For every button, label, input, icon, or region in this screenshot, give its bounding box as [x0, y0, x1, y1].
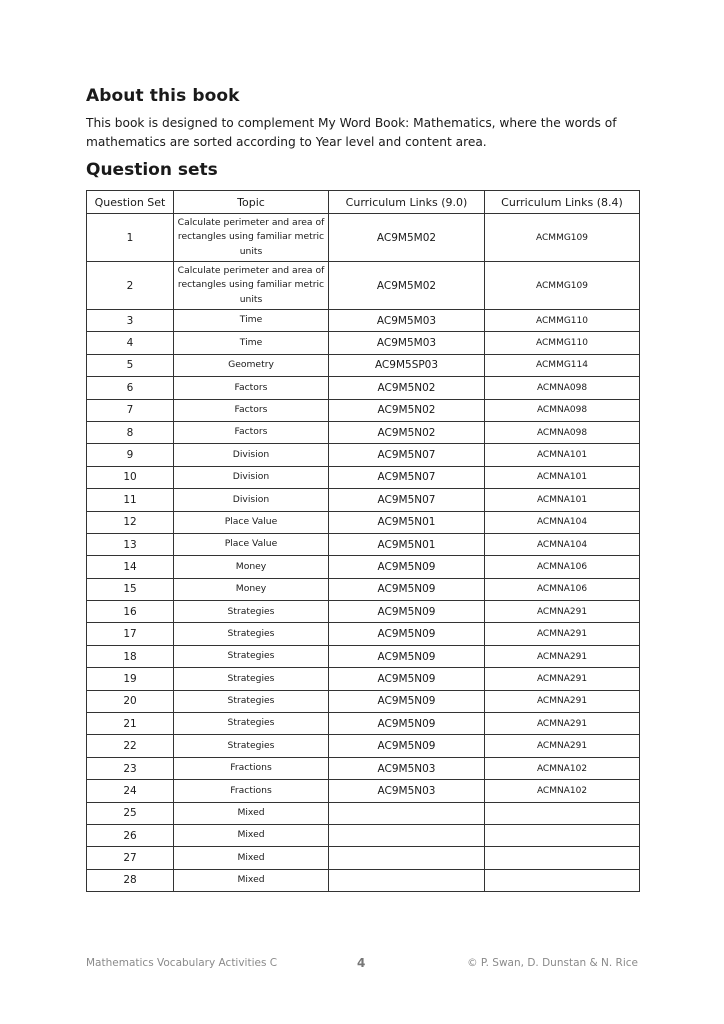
- question-set-cell: 10: [87, 466, 174, 488]
- curriculum-8-4-cell: ACMNA291: [485, 601, 640, 623]
- curriculum-8-4-cell: [485, 802, 640, 824]
- curriculum-9-cell: AC9M5N09: [329, 713, 485, 735]
- question-set-cell: 19: [87, 668, 174, 690]
- column-header-topic: Topic: [174, 191, 329, 214]
- curriculum-9-cell: AC9M5N09: [329, 690, 485, 712]
- question-set-cell: 9: [87, 444, 174, 466]
- curriculum-8-4-cell: ACMNA106: [485, 578, 640, 600]
- question-set-cell: 14: [87, 556, 174, 578]
- curriculum-8-4-cell: ACMMG109: [485, 262, 640, 310]
- curriculum-9-cell: AC9M5N09: [329, 601, 485, 623]
- curriculum-9-cell: AC9M5N09: [329, 556, 485, 578]
- curriculum-9-cell: AC9M5M02: [329, 262, 485, 310]
- table-row: [87, 735, 640, 757]
- curriculum-8-4-cell: [485, 824, 640, 846]
- question-set-cell: 20: [87, 690, 174, 712]
- topic-cell: Calculate perimeter and area of rectangles using familiar metric units: [174, 262, 329, 310]
- question-set-cell: 18: [87, 645, 174, 667]
- curriculum-8-4-cell: ACMNA291: [485, 713, 640, 735]
- curriculum-8-4-cell: ACMMG110: [485, 332, 640, 354]
- question-set-cell: 25: [87, 802, 174, 824]
- curriculum-9-cell: AC9M5N07: [329, 466, 485, 488]
- table-header-row: [87, 191, 640, 214]
- curriculum-8-4-cell: ACMNA102: [485, 780, 640, 802]
- curriculum-8-4-cell: ACMNA104: [485, 511, 640, 533]
- table-row: [87, 869, 640, 891]
- curriculum-8-4-cell: ACMNA291: [485, 735, 640, 757]
- about-text: This book is designed to complement My Word Book: Mathematics, where the words of mathematics are sorted according to Year level and content area.: [86, 116, 617, 149]
- table-row: [87, 780, 640, 802]
- table-row: [87, 214, 640, 262]
- question-set-cell: 13: [87, 533, 174, 555]
- topic-cell: Mixed: [174, 802, 329, 824]
- topic-cell: Strategies: [174, 601, 329, 623]
- curriculum-9-cell: AC9M5N09: [329, 623, 485, 645]
- topic-cell: Strategies: [174, 668, 329, 690]
- curriculum-8-4-cell: ACMNA104: [485, 533, 640, 555]
- table-row: [87, 668, 640, 690]
- curriculum-8-4-cell: ACMNA291: [485, 623, 640, 645]
- curriculum-9-cell: [329, 869, 485, 891]
- table-row: [87, 377, 640, 399]
- question-set-cell: 16: [87, 601, 174, 623]
- table-row: [87, 310, 640, 332]
- curriculum-9-cell: [329, 802, 485, 824]
- curriculum-8-4-cell: ACMNA291: [485, 645, 640, 667]
- curriculum-8-4-cell: ACMNA098: [485, 421, 640, 443]
- table-row: [87, 824, 640, 846]
- table-row: [87, 354, 640, 376]
- topic-cell: Time: [174, 332, 329, 354]
- column-header-question-set: Question Set: [87, 191, 174, 214]
- table-row: [87, 623, 640, 645]
- table-row: [87, 444, 640, 466]
- topic-cell: Money: [174, 556, 329, 578]
- curriculum-9-cell: AC9M5M03: [329, 332, 485, 354]
- curriculum-9-cell: AC9M5N02: [329, 377, 485, 399]
- question-set-cell: 4: [87, 332, 174, 354]
- curriculum-9-cell: AC9M5N01: [329, 533, 485, 555]
- table-row: [87, 601, 640, 623]
- topic-cell: Calculate perimeter and area of rectangles using familiar metric units: [174, 214, 329, 262]
- curriculum-9-cell: AC9M5M02: [329, 214, 485, 262]
- table-row: [87, 399, 640, 421]
- curriculum-8-4-cell: ACMNA106: [485, 556, 640, 578]
- table-row: [87, 262, 640, 310]
- curriculum-9-cell: AC9M5M03: [329, 310, 485, 332]
- topic-cell: Money: [174, 578, 329, 600]
- topic-cell: Division: [174, 444, 329, 466]
- curriculum-9-cell: [329, 824, 485, 846]
- curriculum-8-4-cell: [485, 869, 640, 891]
- table-row: [87, 690, 640, 712]
- question-set-cell: 7: [87, 399, 174, 421]
- question-set-cell: 27: [87, 847, 174, 869]
- question-set-cell: 12: [87, 511, 174, 533]
- question-set-cell: 1: [87, 214, 174, 262]
- topic-cell: Mixed: [174, 824, 329, 846]
- table-row: [87, 713, 640, 735]
- curriculum-8-4-cell: ACMMG109: [485, 214, 640, 262]
- table-row: [87, 578, 640, 600]
- curriculum-9-cell: AC9M5N02: [329, 399, 485, 421]
- curriculum-8-4-cell: ACMMG110: [485, 310, 640, 332]
- footer-title: Mathematics Vocabulary Activities C: [86, 957, 278, 969]
- table-row: [87, 533, 640, 555]
- question-sets-heading: Question sets: [86, 160, 218, 180]
- table-row: [87, 332, 640, 354]
- curriculum-9-cell: [329, 847, 485, 869]
- curriculum-9-cell: AC9M5N09: [329, 668, 485, 690]
- question-set-cell: 21: [87, 713, 174, 735]
- topic-cell: Division: [174, 489, 329, 511]
- curriculum-9-cell: AC9M5N03: [329, 757, 485, 779]
- question-set-cell: 5: [87, 354, 174, 376]
- topic-cell: Factors: [174, 377, 329, 399]
- topic-cell: Strategies: [174, 690, 329, 712]
- topic-cell: Strategies: [174, 735, 329, 757]
- about-heading: About this book: [86, 86, 240, 106]
- topic-cell: Geometry: [174, 354, 329, 376]
- question-set-cell: 3: [87, 310, 174, 332]
- curriculum-8-4-cell: ACMNA101: [485, 489, 640, 511]
- table-row: [87, 556, 640, 578]
- question-set-cell: 2: [87, 262, 174, 310]
- table-row: [87, 466, 640, 488]
- question-set-cell: 28: [87, 869, 174, 891]
- question-set-cell: 6: [87, 377, 174, 399]
- question-set-cell: 23: [87, 757, 174, 779]
- footer-copyright: © P. Swan, D. Dunstan & N. Rice: [467, 957, 638, 969]
- column-header-curriculum-8-4: Curriculum Links (8.4): [485, 191, 640, 214]
- topic-cell: Place Value: [174, 533, 329, 555]
- column-header-curriculum-9: Curriculum Links (9.0): [329, 191, 485, 214]
- table-row: [87, 757, 640, 779]
- topic-cell: Fractions: [174, 780, 329, 802]
- topic-cell: Division: [174, 466, 329, 488]
- question-set-cell: 24: [87, 780, 174, 802]
- topic-cell: Place Value: [174, 511, 329, 533]
- curriculum-8-4-cell: ACMNA102: [485, 757, 640, 779]
- topic-cell: Time: [174, 310, 329, 332]
- curriculum-9-cell: AC9M5N09: [329, 645, 485, 667]
- question-set-cell: 17: [87, 623, 174, 645]
- table-row: [87, 802, 640, 824]
- table-row: [87, 645, 640, 667]
- topic-cell: Strategies: [174, 645, 329, 667]
- curriculum-9-cell: AC9M5N01: [329, 511, 485, 533]
- topic-cell: Strategies: [174, 713, 329, 735]
- curriculum-9-cell: AC9M5N07: [329, 444, 485, 466]
- question-set-cell: 11: [87, 489, 174, 511]
- page-number: 4: [357, 956, 366, 970]
- curriculum-9-cell: AC9M5N09: [329, 578, 485, 600]
- question-set-cell: 15: [87, 578, 174, 600]
- curriculum-8-4-cell: ACMMG114: [485, 354, 640, 376]
- topic-cell: Factors: [174, 421, 329, 443]
- question-sets-table: [86, 190, 640, 892]
- table-row: [87, 847, 640, 869]
- topic-cell: Fractions: [174, 757, 329, 779]
- curriculum-8-4-cell: ACMNA291: [485, 668, 640, 690]
- table-row: [87, 511, 640, 533]
- question-set-cell: 26: [87, 824, 174, 846]
- table-row: [87, 421, 640, 443]
- curriculum-9-cell: AC9M5SP03: [329, 354, 485, 376]
- curriculum-8-4-cell: ACMNA098: [485, 377, 640, 399]
- topic-cell: Mixed: [174, 847, 329, 869]
- curriculum-8-4-cell: ACMNA291: [485, 690, 640, 712]
- topic-cell: Factors: [174, 399, 329, 421]
- curriculum-9-cell: AC9M5N02: [329, 421, 485, 443]
- curriculum-9-cell: AC9M5N09: [329, 735, 485, 757]
- table-row: [87, 489, 640, 511]
- question-set-cell: 8: [87, 421, 174, 443]
- topic-cell: Mixed: [174, 869, 329, 891]
- curriculum-8-4-cell: ACMNA098: [485, 399, 640, 421]
- curriculum-8-4-cell: ACMNA101: [485, 444, 640, 466]
- curriculum-8-4-cell: ACMNA101: [485, 466, 640, 488]
- curriculum-9-cell: AC9M5N03: [329, 780, 485, 802]
- question-set-cell: 22: [87, 735, 174, 757]
- curriculum-9-cell: AC9M5N07: [329, 489, 485, 511]
- curriculum-8-4-cell: [485, 847, 640, 869]
- topic-cell: Strategies: [174, 623, 329, 645]
